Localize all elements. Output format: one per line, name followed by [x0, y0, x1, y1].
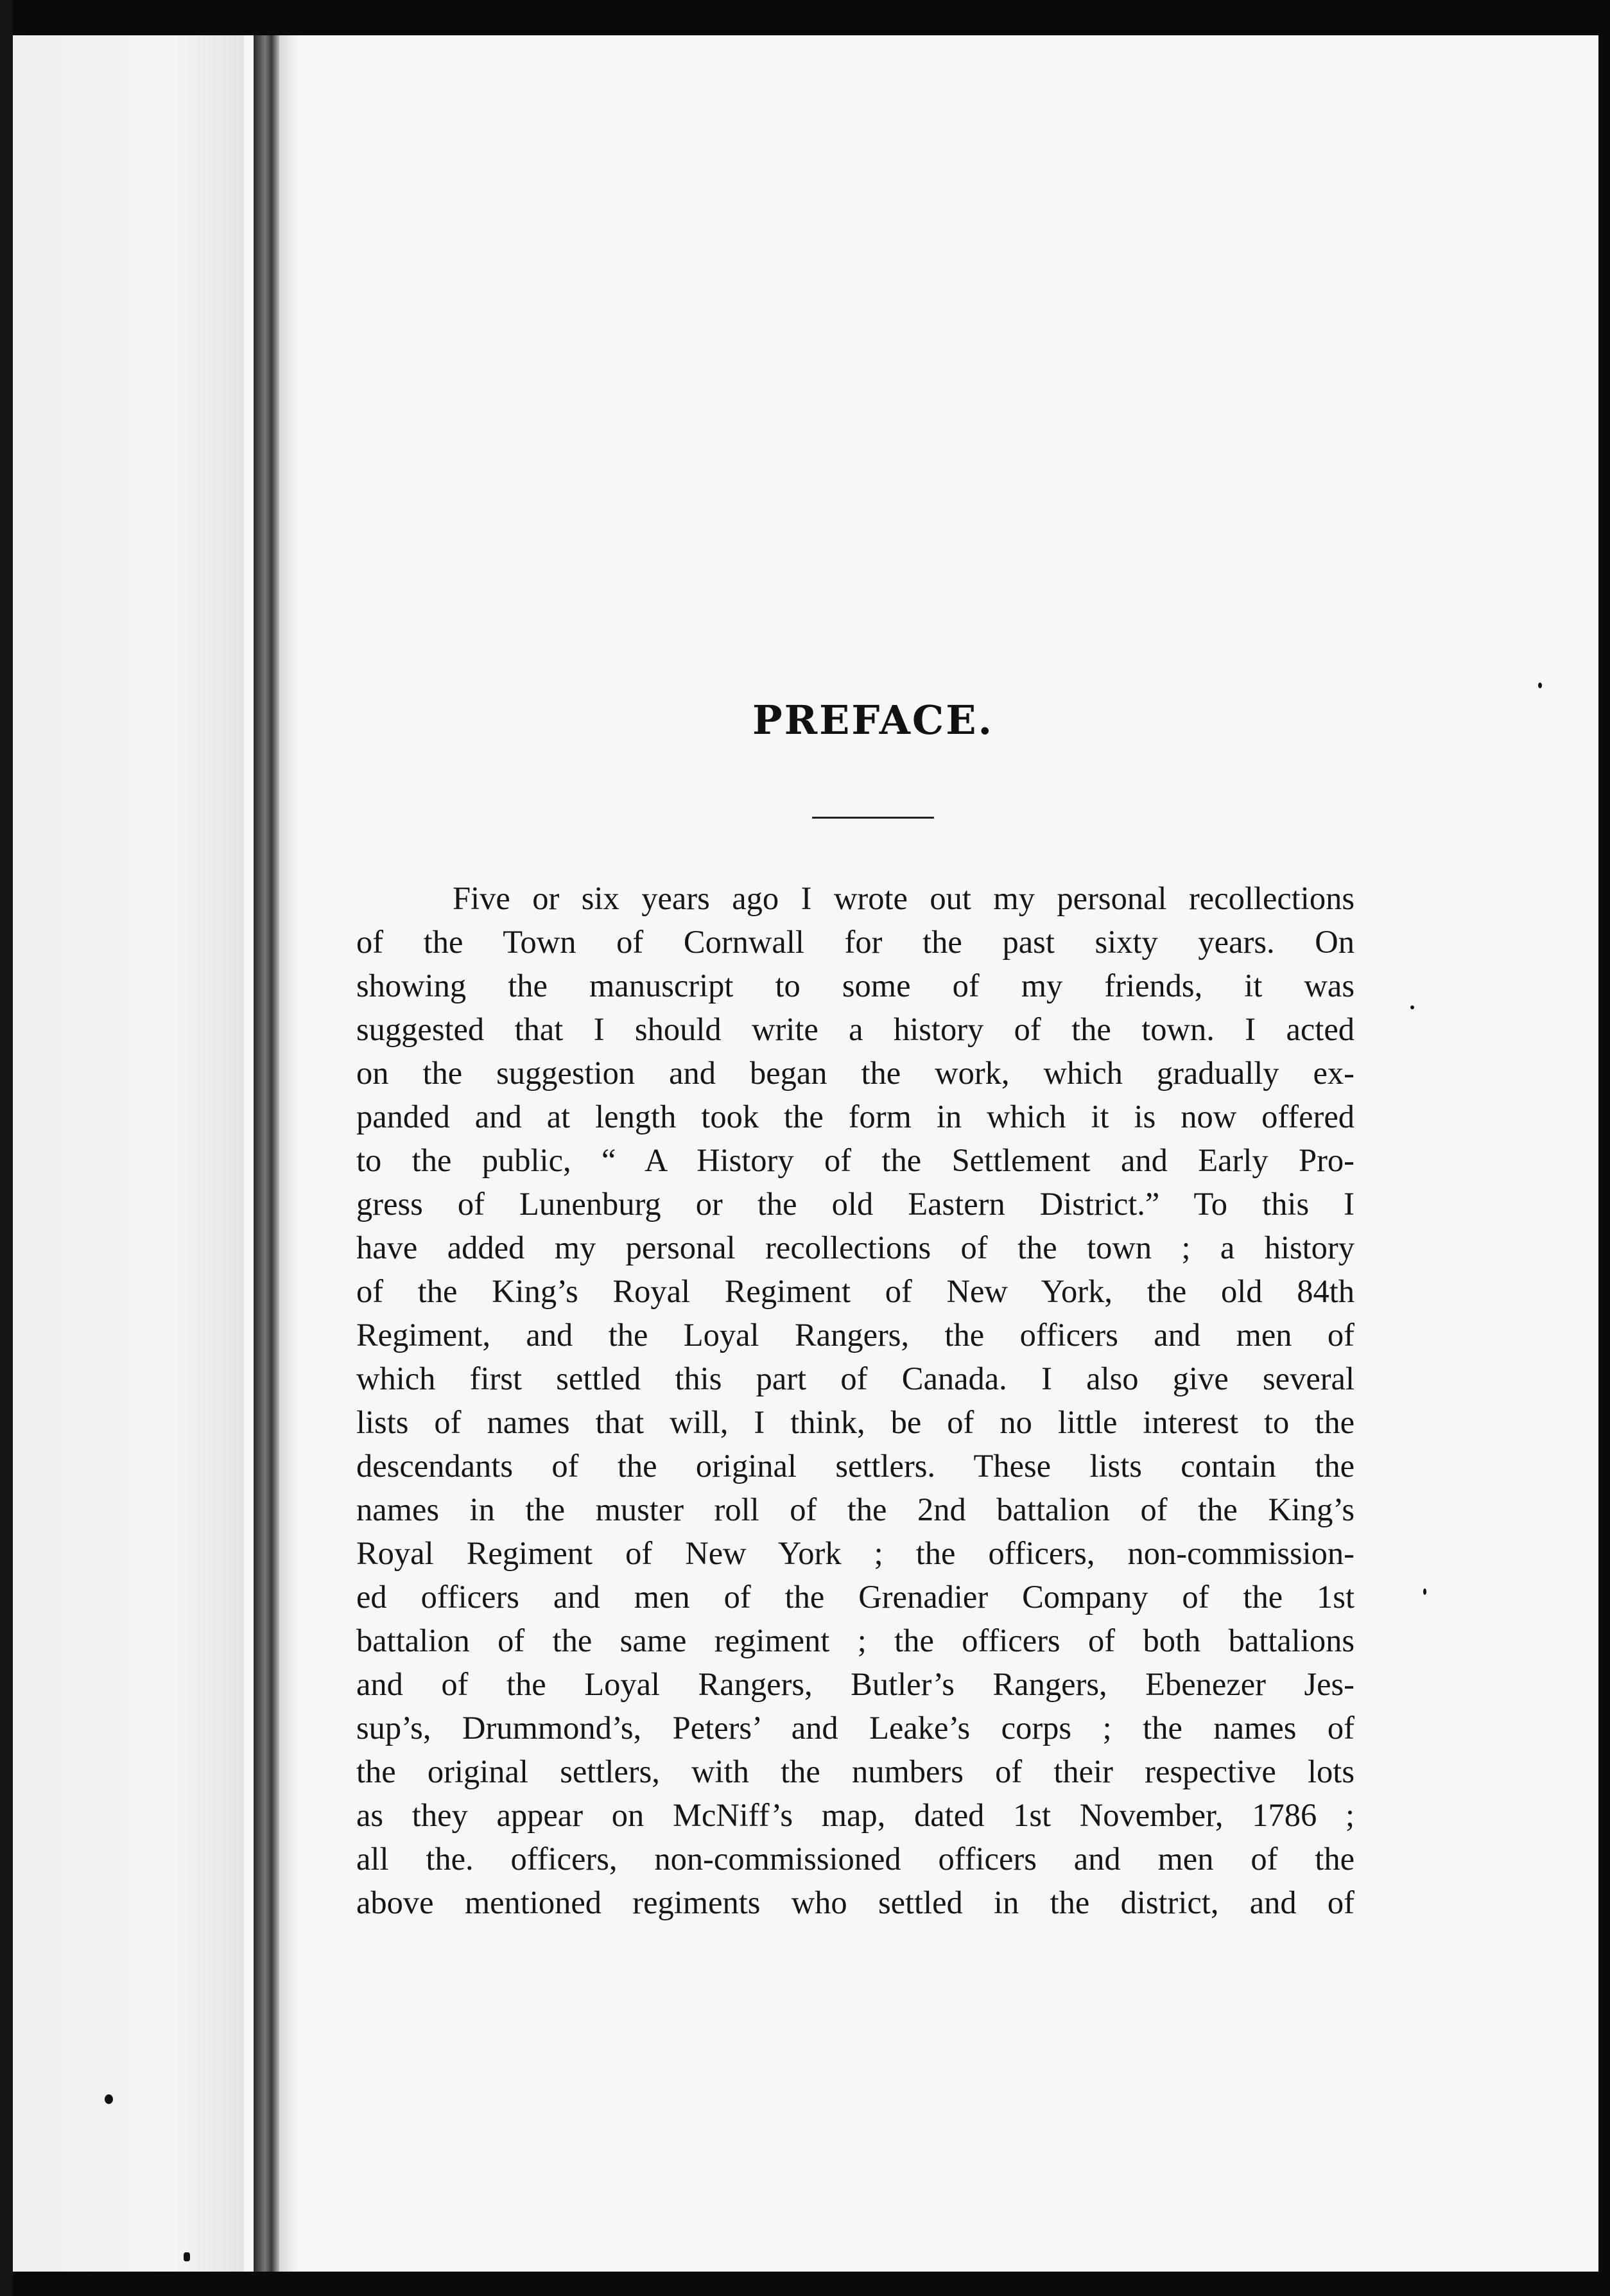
gutter-shadow: [279, 35, 299, 2272]
text-line: Regiment, and the Loyal Rangers, the officers and men of: [356, 1317, 1355, 1353]
ink-speck: [1410, 1005, 1414, 1009]
title-rule: [812, 817, 934, 819]
text-line: have added my personal recollections of the town ; a history: [356, 1230, 1355, 1265]
text-line: lists of names that will, I think, be of no little interest to the: [356, 1404, 1355, 1440]
text-line: which first settled this part of Canada. I also give several: [356, 1361, 1355, 1396]
text-line: battalion of the same regiment ; the officers of both battalions: [356, 1622, 1355, 1658]
scan-border-top: [0, 0, 1610, 35]
ink-speck: [105, 2094, 113, 2104]
previous-page-edge: [13, 35, 244, 2272]
text-line: sup’s, Drummond’s, Peters’ and Leake’s corps ; the names of: [356, 1710, 1355, 1746]
text-line: above mentioned regiments who settled in the district, and of: [356, 1884, 1355, 1920]
preface-paragraph: [356, 876, 1355, 1924]
text-line: on the suggestion and began the work, which gradually ex-: [356, 1055, 1355, 1091]
text-line: as they appear on McNiff’s map, dated 1st November, 1786 ;: [356, 1797, 1355, 1833]
ink-speck: [1423, 1588, 1426, 1595]
text-line: panded and at length took the form in which it is now offered: [356, 1099, 1355, 1135]
text-line: descendants of the original settlers. These lists contain the: [356, 1448, 1355, 1484]
ink-speck: [1538, 683, 1542, 688]
page-title: PREFACE.: [752, 697, 994, 744]
text-line: names in the muster roll of the 2nd battalion of the King’s: [356, 1492, 1355, 1527]
scan-border-right: [1598, 0, 1610, 2296]
text-line: ed officers and men of the Grenadier Company of the 1st: [356, 1579, 1355, 1615]
text-line: to the public, “ A History of the Settlement and Early Pro-: [356, 1142, 1355, 1178]
text-line: gress of Lunenburg or the old Eastern District.” To this I: [356, 1186, 1355, 1222]
text-line: of the Town of Cornwall for the past sixty years. On: [356, 924, 1355, 960]
text-line: of the King’s Royal Regiment of New York, the old 84th: [356, 1273, 1355, 1309]
text-line: showing the manuscript to some of my friends, it was: [356, 968, 1355, 1004]
text-line: the original settlers, with the numbers of their respective lots: [356, 1753, 1355, 1789]
text-line: all the. officers, non-commissioned officers and men of the: [356, 1841, 1355, 1877]
text-line: suggested that I should write a history of the town. I acted: [356, 1011, 1355, 1047]
book-gutter: [254, 19, 279, 2273]
scan-border-bottom: [0, 2272, 1610, 2296]
text-line: and of the Loyal Rangers, Butler’s Rangers, Ebenezer Jes-: [356, 1666, 1355, 1702]
ink-speck: [184, 2252, 190, 2261]
text-line: Five or six years ago I wrote out my personal recollections: [453, 880, 1355, 916]
scan-border-left: [0, 0, 13, 2296]
text-line: Royal Regiment of New York ; the officers, non-commission-: [356, 1535, 1355, 1571]
